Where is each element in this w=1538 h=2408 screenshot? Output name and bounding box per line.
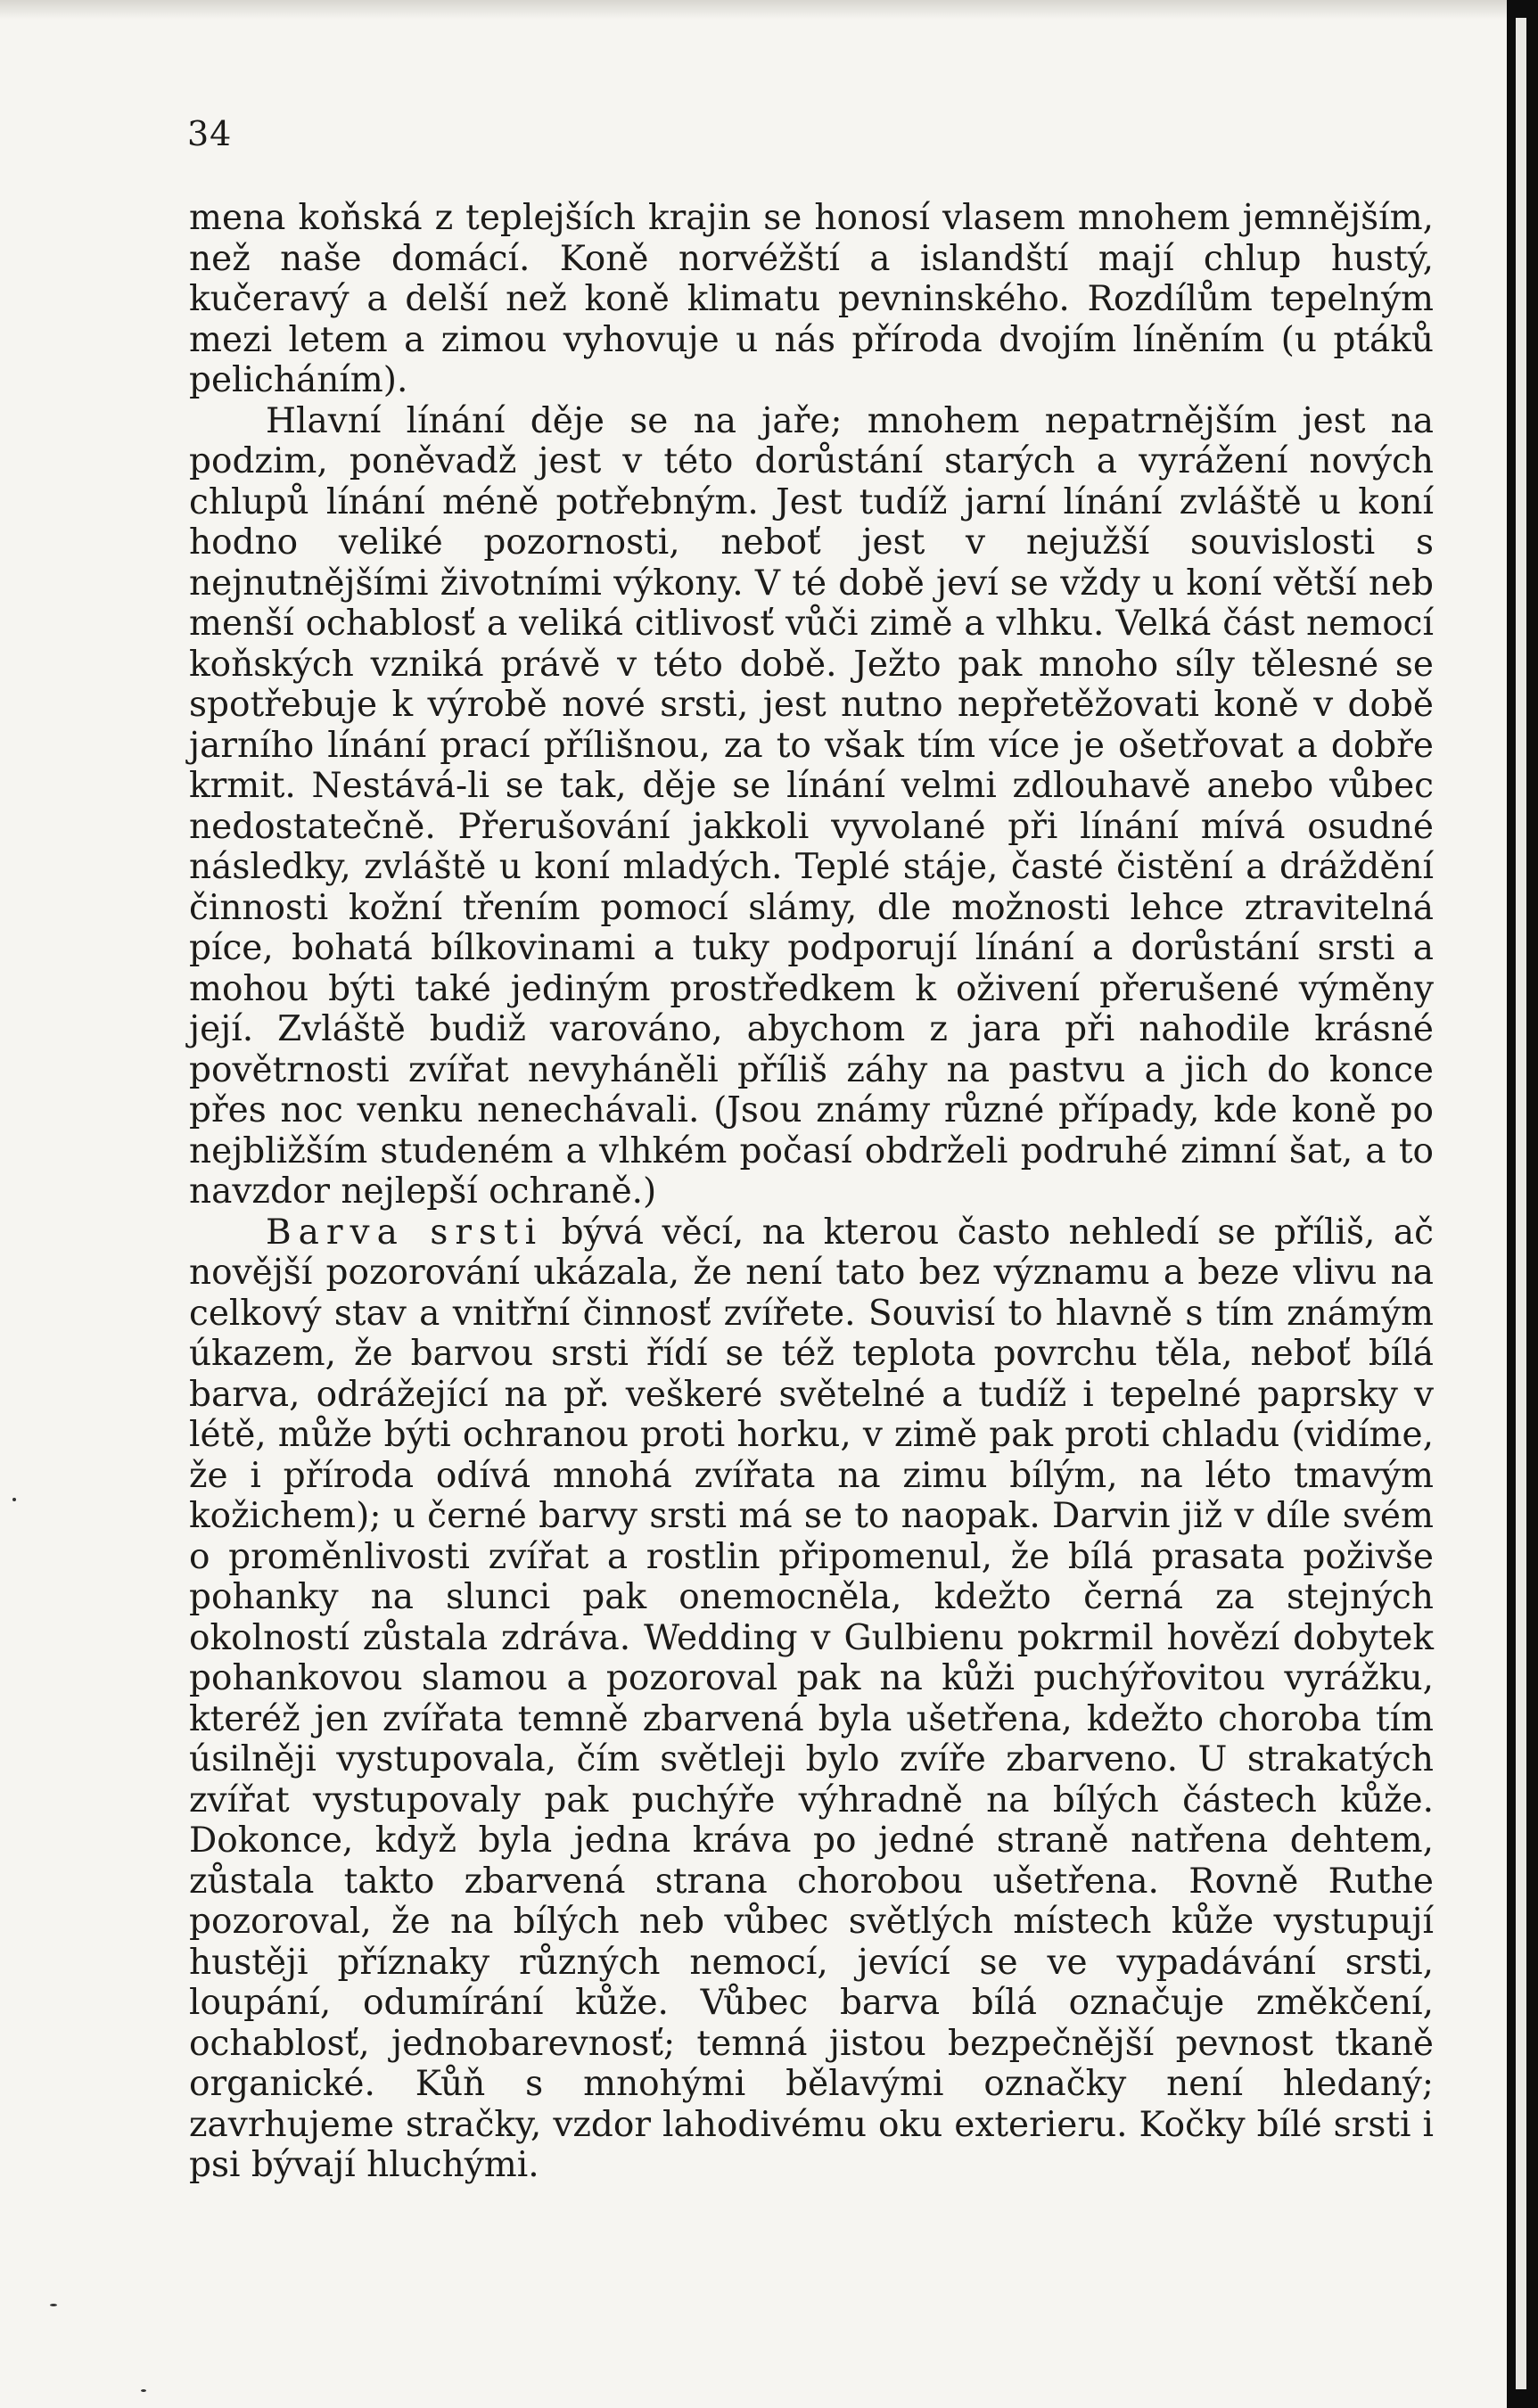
- body-text: [189, 198, 1434, 2186]
- paper-speck: [50, 2304, 57, 2306]
- paper-speck: [12, 1498, 16, 1501]
- paragraph-3-text: bývá věcí, na kterou často nehledí se příliš, ač novější pozorování ukázala, že není tato bez významu a beze vlivu na celkový stav a vnitřní činnosť zvířete. Souvisí to hlavně s tím známým úkazem, že barvou srsti řídí se též teplota povrchu těla, neboť bílá barva, odrážející na př. veškeré světelné a tudíž i tepelné paprsky v létě, může býti ochranou proti horku, v zimě pak proti chladu (vidíme, že i příroda odívá mnohá zvířata na zimu bílým, na léto tmavým kožichem); u černé barvy srsti má se to naopak. Darvin již v díle svém o proměnlivosti zvířat a rostlin připomenul, že bílá prasata poživše pohanky na slunci pak onemocněla, kdežto černá za stejných okolností zůstala zdráva. Wedding v Gulbienu pokrmil hovězí dobytek pohankovou slamou a pozoroval pak na kůži puchýřovitou vyrážku, kteréž jen zvířata temně zbarvená byla ušetřena, kdežto choroba tím úsilněji vystupovala, čím světleji bylo zvíře zbarveno. U strakatých zvířat vystupovaly pak puchýře výhradně na bílých částech kůže. Dokonce, když byla jedna kráva po jedné straně natřena dehtem, zůstala takto zbarvená strana chorobou ušetřena. Rovně Ruthe pozoroval, že na bílých neb vůbec světlých místech kůže vystupují hustěji příznaky různých nemocí, jevící se ve vypadávání srsti, loupání, odumírání kůže. Vůbec barva bílá označuje změkčení, ochablosť, jednobarevnosť; temná jistou bezpečnější pevnost tkaně organické. Kůň s mnohými bělavými označky není hledaný; zavrhujeme stračky, vzdor lahodivému oku exterieru. Kočky bílé srsti i psi bývají hluchými.: [189, 1212, 1434, 2185]
- paragraph-3-lead: Barva srsti: [266, 1212, 544, 1253]
- paragraph-2: Hlavní línání děje se na jaře; mnohem nepatrnějším jest na podzim, poněvadž jest v této dorůstání starých a vyrážení nových chlupů línání méně potřebným. Jest tudíž jarní línání zvláště u koní hodno veliké pozornosti, neboť jest v nejužší souvislosti s nejnutnějšími životními výkony. V té době jeví se vždy u koní větší neb menší ochablosť a veliká citlivosť vůči zimě a vlhku. Velká část nemocí koňských vzniká právě v této době. Ježto pak mnoho síly tělesné se spotřebuje k výrobě nové srsti, jest nutno nepřetěžovati koně v době jarního línání prací přílišnou, za to však tím více je ošetřovat a dobře krmit. Nestává-li se tak, děje se línání velmi zdlouhavě anebo vůbec nedostatečně. Přerušování jakkoli vyvolané při línání mívá osudné následky, zvláště u koní mladých. Teplé stáje, časté čistění a dráždění činnosti kožní třením pomocí slámy, dle možnosti lehce ztravitelná píce, bohatá bílkovinami a tuky podporují línání a dorůstání srsti a mohou býti také jediným prostředkem k oživení přerušené výměny její. Zvláště budiž varováno, abychom z jara při nahodile krásné povětrnosti zvířat nevyháněli příliš záhy na pastvu a jich do konce přes noc venku nenechávali. (Jsou známy různé případy, kde koně po nejbližším studeném a vlhkém počasí obdrželi podruhé zimní šat, a to navzdor nejlepší ochraně.): [189, 400, 1434, 1212]
- page-top-shadow: [0, 0, 1507, 20]
- paragraph-3: [189, 1212, 1434, 2186]
- paragraph-1: mena koňská z teplejších krajin se honosí vlasem mnohem jemnějším, než naše domácí. Koně norvéžští a islandští mají chlup hustý, kučeravý a delší než koně klimatu pevninského. Rozdílům tepelným mezi letem a zimou vyhovuje u nás příroda dvojím líněním (u ptáků pelicháním).: [189, 198, 1434, 400]
- scan-right-border: [1507, 0, 1538, 2408]
- page-number: 34: [187, 114, 233, 153]
- paper-speck: [141, 2389, 146, 2392]
